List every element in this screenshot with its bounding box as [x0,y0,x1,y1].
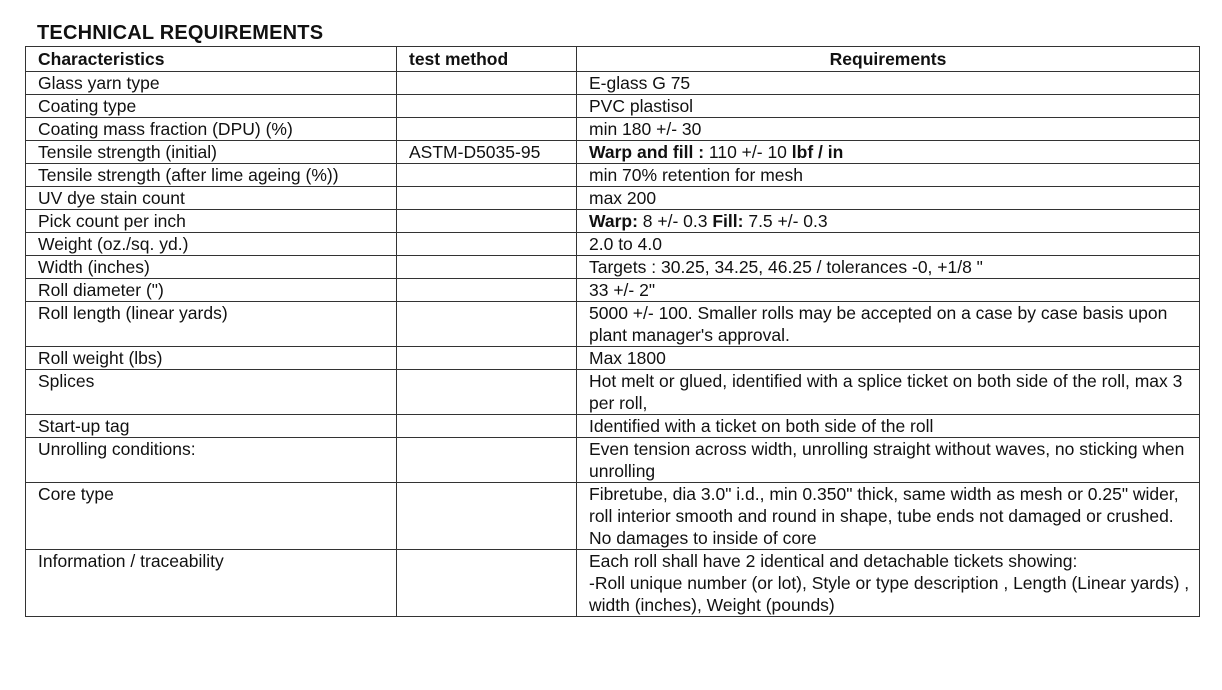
table-row [26,118,1200,141]
characteristic-cell: Coating type [26,95,397,118]
traceability-line: Each roll shall have 2 identical and detachable tickets showing: [589,551,1078,571]
warp-fill-label: Warp and fill : [589,142,705,162]
table-row [26,233,1200,256]
header-characteristics: Characteristics [26,47,397,72]
table-row [26,370,1200,415]
table-row [26,279,1200,302]
fill-value: 7.5 +/- 0.3 [743,211,828,231]
traceability-line: -Roll unique number (or lot), Style or type description , Length (Linear yards) , width (inches), Weight (pounds) [589,573,1190,615]
characteristic-cell: Roll diameter (") [26,279,397,302]
test-method-cell [397,256,577,279]
warp-value: 8 +/- 0.3 [637,211,713,231]
test-method-cell [397,550,577,617]
table-header-row [26,47,1200,72]
characteristic-cell: Information / traceability [26,550,397,617]
table-row [26,141,1200,164]
test-method-cell [397,483,577,550]
test-method-cell [397,164,577,187]
characteristic-cell: Roll length (linear yards) [26,302,397,347]
characteristic-cell: Tensile strength (initial) [26,141,397,164]
test-method-cell [397,438,577,483]
requirement-cell: PVC plastisol [577,95,1200,118]
table-row [26,415,1200,438]
requirement-cell: 2.0 to 4.0 [577,233,1200,256]
test-method-cell [397,210,577,233]
document-title: TECHNICAL REQUIREMENTS [37,22,324,44]
requirement-cell: Identified with a ticket on both side of the roll [577,415,1200,438]
characteristic-cell: Width (inches) [26,256,397,279]
table-row [26,550,1200,617]
warp-label: Warp: [589,211,638,231]
requirement-cell [577,141,1200,164]
table-row [26,438,1200,483]
table-row [26,72,1200,95]
test-method-cell [397,95,577,118]
requirement-cell [577,210,1200,233]
requirement-cell: 5000 +/- 100. Smaller rolls may be accepted on a case by case basis upon plant manager's approval. [577,302,1200,347]
requirement-cell: Targets : 30.25, 34.25, 46.25 / tolerances -0, +1/8 " [577,256,1200,279]
characteristic-cell: Unrolling conditions: [26,438,397,483]
characteristic-cell: Coating mass fraction (DPU) (%) [26,118,397,141]
characteristic-cell: Glass yarn type [26,72,397,95]
table-row [26,483,1200,550]
test-method-cell [397,118,577,141]
test-method-cell [397,415,577,438]
characteristic-cell: Splices [26,370,397,415]
characteristic-cell: Core type [26,483,397,550]
test-method-cell [397,187,577,210]
requirement-cell [577,550,1200,617]
characteristic-cell: Weight (oz./sq. yd.) [26,233,397,256]
test-method-cell [397,302,577,347]
header-test-method: test method [397,47,577,72]
requirement-cell: E-glass G 75 [577,72,1200,95]
requirement-cell: Max 1800 [577,347,1200,370]
table-row [26,210,1200,233]
test-method-cell [397,279,577,302]
requirement-cell: 33 +/- 2" [577,279,1200,302]
table-row [26,302,1200,347]
characteristic-cell: Roll weight (lbs) [26,347,397,370]
characteristic-cell: UV dye stain count [26,187,397,210]
characteristic-cell: Tensile strength (after lime ageing (%)) [26,164,397,187]
fill-label: Fill: [712,211,744,231]
table-row [26,95,1200,118]
requirement-cell: max 200 [577,187,1200,210]
table-row [26,256,1200,279]
requirement-cell: min 180 +/- 30 [577,118,1200,141]
test-method-cell: ASTM-D5035-95 [397,141,577,164]
requirement-cell: Fibretube, dia 3.0" i.d., min 0.350" thick, same width as mesh or 0.25" wider, roll interior smooth and round in shape, tube ends not damaged or crushed. No damages to inside of core [577,483,1200,550]
tensile-unit: lbf / in [791,142,844,162]
header-requirements: Requirements [577,47,1200,72]
table-row [26,164,1200,187]
technical-requirements-table [25,46,1200,617]
characteristic-cell: Pick count per inch [26,210,397,233]
requirement-cell: Even tension across width, unrolling straight without waves, no sticking when unrolling [577,438,1200,483]
test-method-cell [397,370,577,415]
test-method-cell [397,233,577,256]
table-row [26,187,1200,210]
test-method-cell [397,347,577,370]
requirement-cell: Hot melt or glued, identified with a splice ticket on both side of the roll, max 3 per roll, [577,370,1200,415]
tensile-value: 110 +/- 10 [704,142,792,162]
requirement-cell: min 70% retention for mesh [577,164,1200,187]
test-method-cell [397,72,577,95]
table-row [26,347,1200,370]
characteristic-cell: Start-up tag [26,415,397,438]
